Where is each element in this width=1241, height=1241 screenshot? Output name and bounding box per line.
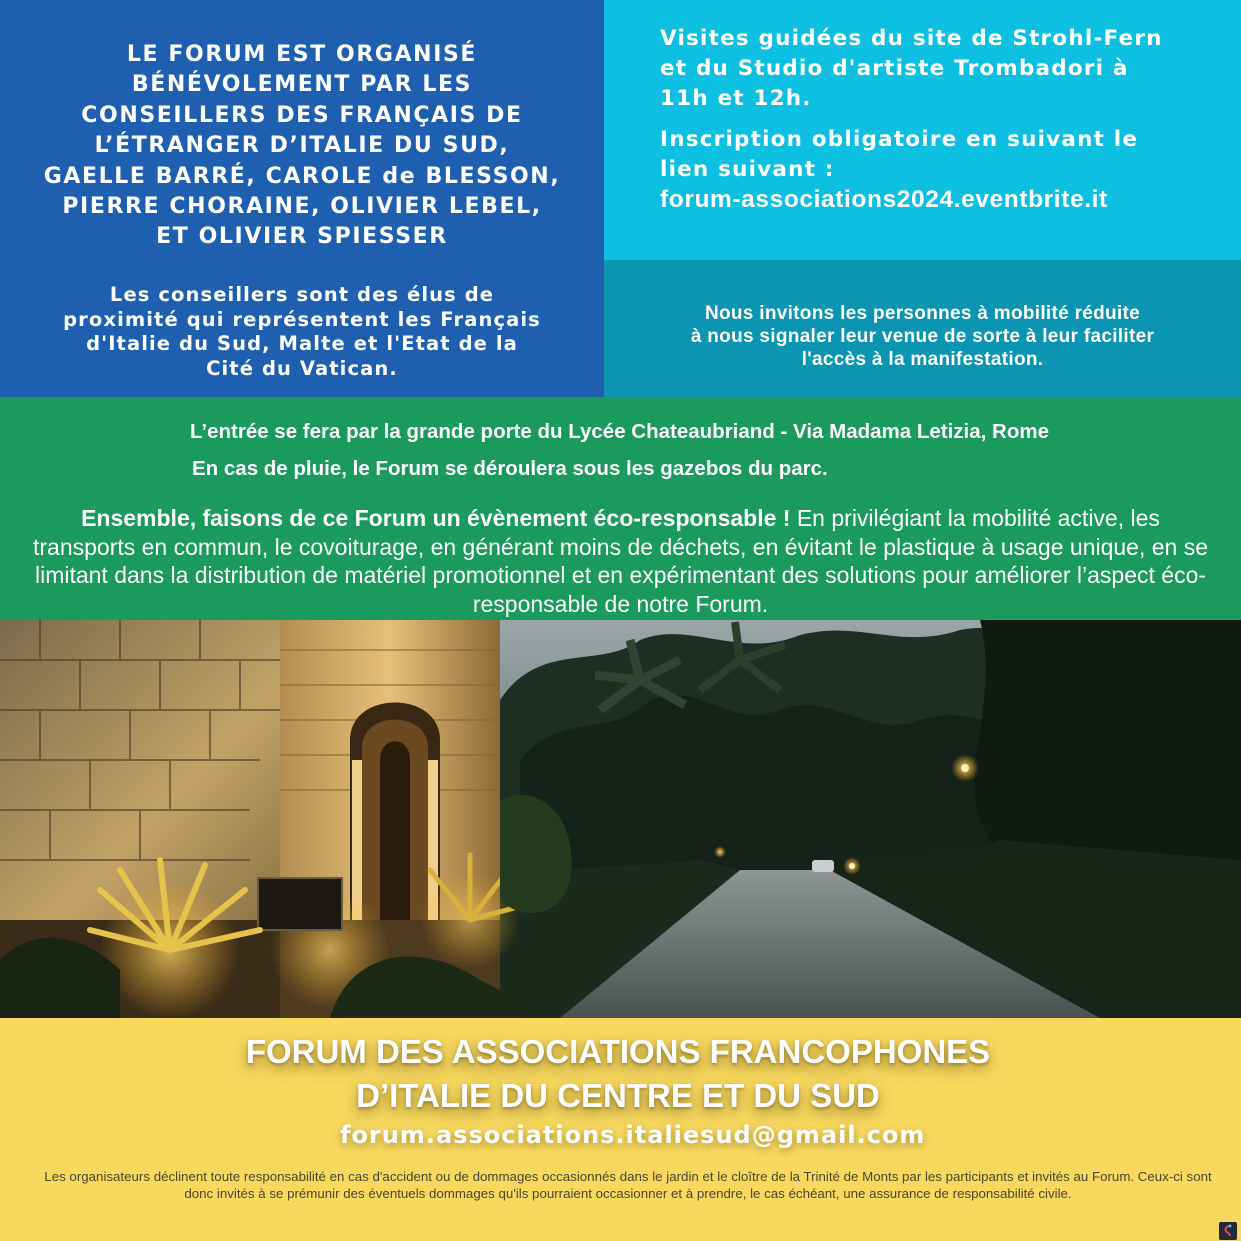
eco-body: En privilégiant la mobilité active, les transports en commun, le covoiturage, en générant moins de déchets, en évitant le plastique à usage unique, en se limitant dans la distribution de matériel promotionnel et en expérimentant des solutions pour améliorer l’aspect éco-responsable de notre Forum. xyxy=(32,505,1209,617)
eco-headline: Ensemble, faisons de ce Forum un évènement éco-responsable ! xyxy=(81,505,791,531)
registration-link[interactable]: forum-associations2024.eventbrite.it xyxy=(660,186,1108,213)
entrance-info: L’entrée se fera par la grande porte du Lycée Chateaubriand - Via Madama Letizia, Rome xyxy=(190,420,1049,443)
park-photo-illustration xyxy=(0,620,1241,1018)
corner-logo-glyph xyxy=(1219,1222,1237,1240)
organizers-note: Les conseillers sont des élus de proximité qui représentent les Français d'Italie du Sud, Malte et l'Etat de la Cité du Vatican. xyxy=(63,283,541,380)
footer-panel xyxy=(0,1018,1241,1241)
visits-text: Visites guidées du site de Strohl-Fern et du Studio d'artiste Trombadori à 11h et 12h. xyxy=(660,26,1163,111)
access-panel xyxy=(0,397,1241,620)
disclaimer: Les organisateurs déclinent toute responsabilité en cas d'accident ou de dommages occasionnés dans le jardin et le cloître de la Trinité de Monts par les participants et invités au Forum. Ceux-ci sont donc invités à se prémunir des éventuels dommages qu'ils pourraient occasionner et à prendre, le cas échéant, une assurance de responsabilité civile. xyxy=(44,1169,1212,1201)
park-photo xyxy=(0,620,1241,1018)
mobility-text: Nous invitons les personnes à mobilité réduite à nous signaler leur venue de sorte à leur faciliter l'accès à la manifestation. xyxy=(690,303,1155,370)
rain-info: En cas de pluie, le Forum se déroulera sous les gazebos du parc. xyxy=(192,457,828,480)
visits-panel xyxy=(604,0,1241,260)
corner-logo-icon xyxy=(1219,1222,1237,1240)
registration-text: Inscription obligatoire en suivant le lien suivant : xyxy=(660,127,1139,182)
organizers-heading: LE FORUM EST ORGANISÉ BÉNÉVOLEMENT PAR LES CONSEILLERS DES FRANÇAIS DE L’ÉTRANGER D’ITALIE DU SUD, GAELLE BARRÉ, CAROLE de BLESSON, PIERRE CHORAINE, OLIVIER LEBEL, ET OLIVIER SPIESSER xyxy=(43,42,561,250)
forum-title: FORUM DES ASSOCIATIONS FRANCOPHONES D’ITALIE DU CENTRE ET DU SUD xyxy=(245,1033,991,1114)
mobility-panel xyxy=(604,260,1241,397)
eco-paragraph xyxy=(30,504,1211,618)
contact-email[interactable]: forum.associations.italiesud@gmail.com xyxy=(340,1121,926,1149)
organizers-panel xyxy=(0,0,604,397)
